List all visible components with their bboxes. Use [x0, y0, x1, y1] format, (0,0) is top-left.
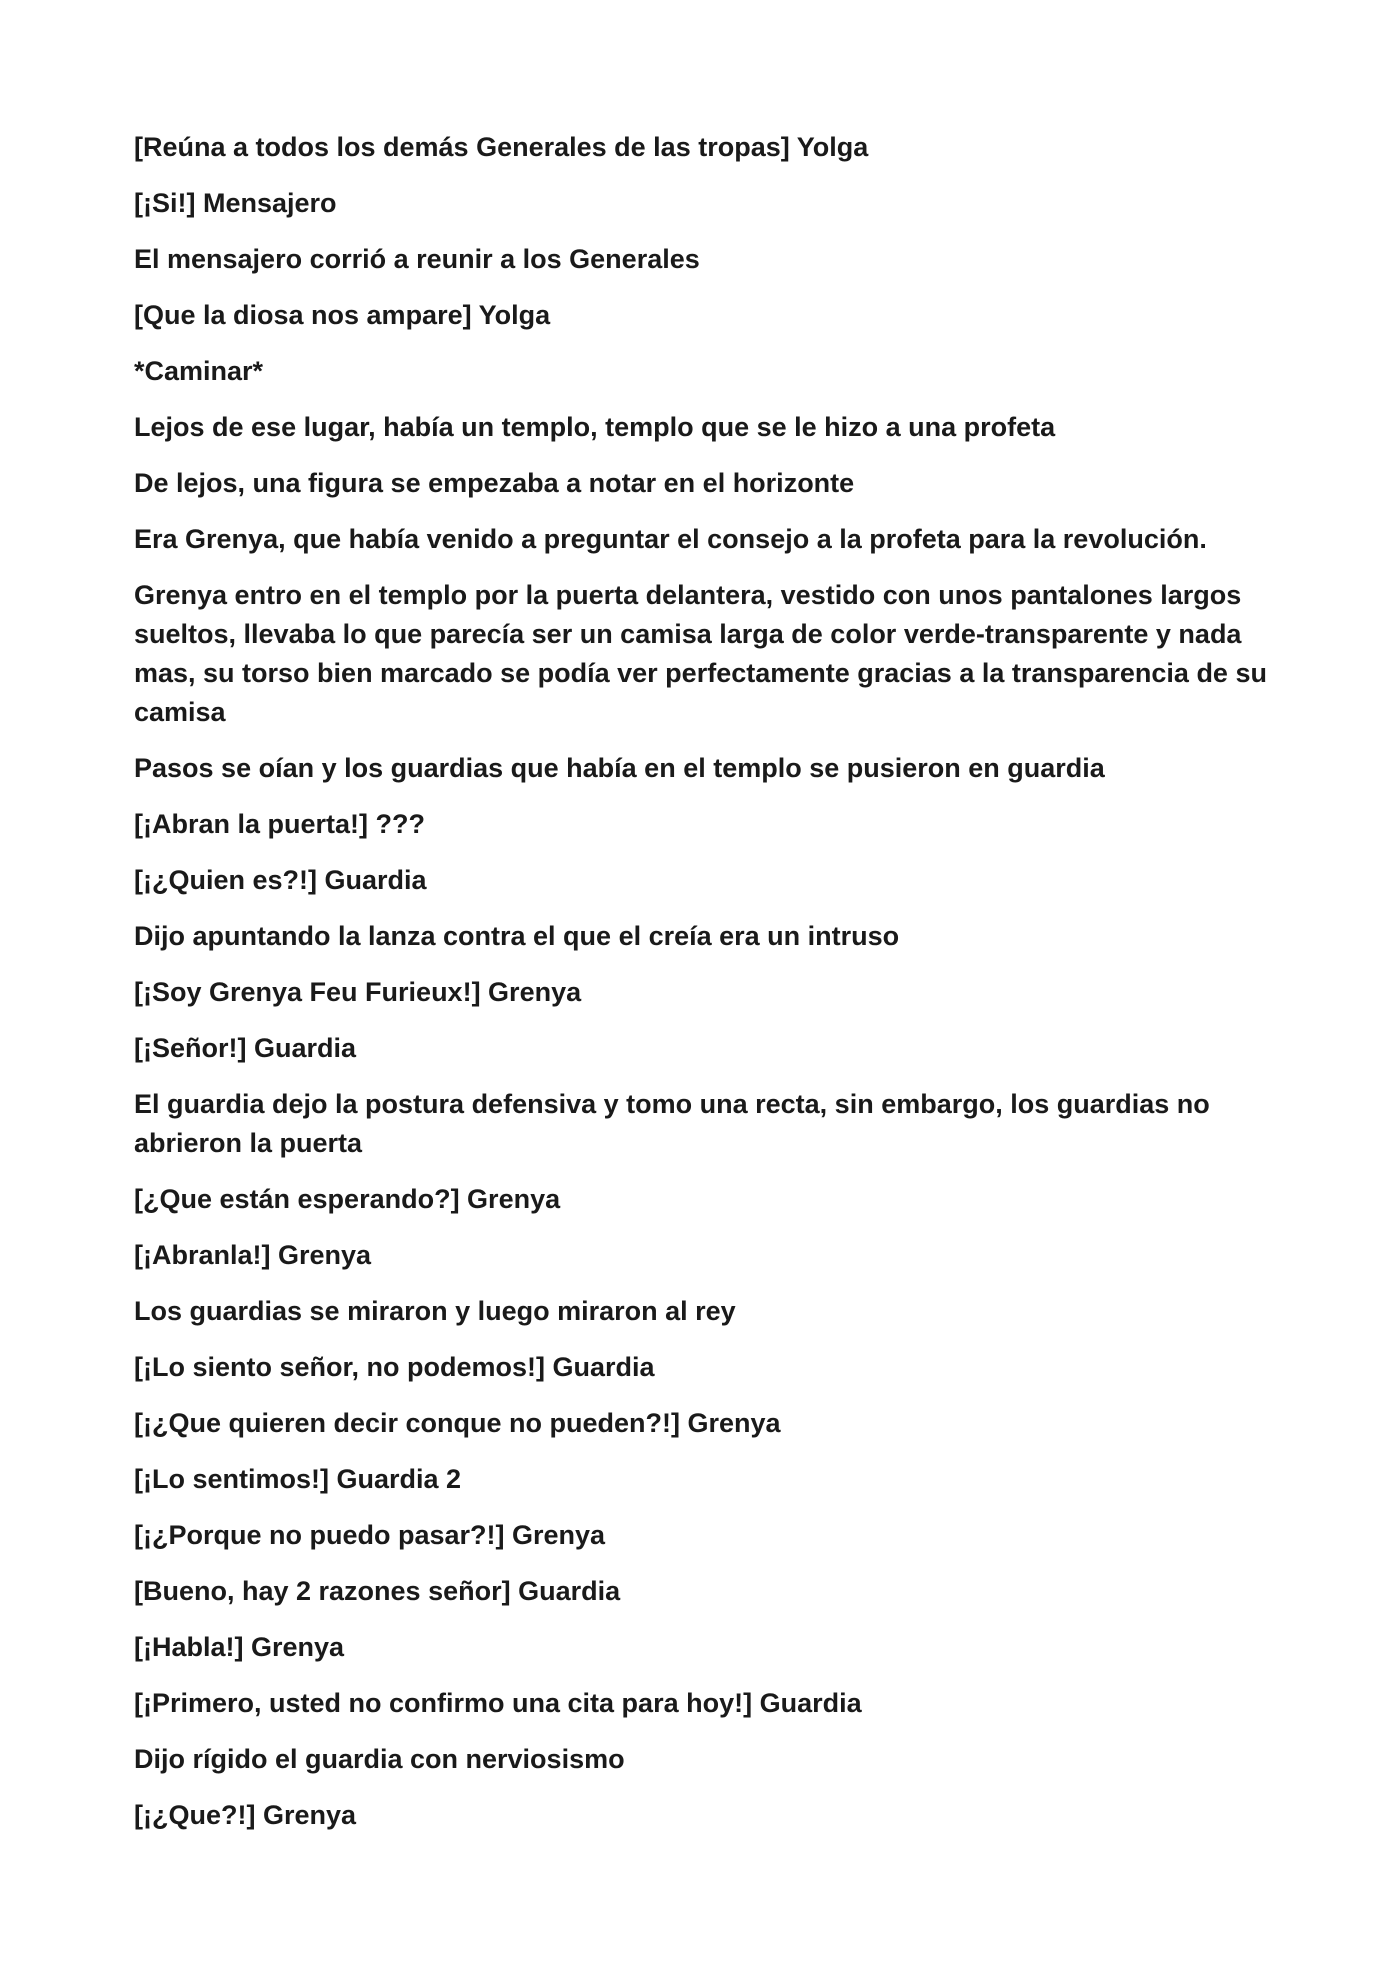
paragraph: [Que la diosa nos ampare] Yolga	[134, 300, 551, 330]
paragraph: Era Grenya, que había venido a preguntar el consejo a la profeta para la revolución.	[134, 524, 1207, 554]
paragraph: [¡Abran la puerta!] ???	[134, 809, 425, 839]
paragraph: [¡Habla!] Grenya	[134, 1632, 345, 1662]
paragraph: [¡Señor!] Guardia	[134, 1033, 357, 1063]
paragraph: [¡¿Porque no puedo pasar?!] Grenya	[134, 1520, 606, 1550]
paragraph: [Bueno, hay 2 razones señor] Guardia	[134, 1576, 621, 1606]
paragraph: [¡Soy Grenya Feu Furieux!] Grenya	[134, 977, 582, 1007]
paragraph: [¿Que están esperando?] Grenya	[134, 1184, 561, 1214]
paragraph: [¡Lo siento señor, no podemos!] Guardia	[134, 1352, 655, 1382]
paragraph: [¡Si!] Mensajero	[134, 188, 337, 218]
paragraph: Pasos se oían y los guardias que había en el templo se pusieron en guardia	[134, 753, 1105, 783]
paragraph: [Reúna a todos los demás Generales de las tropas] Yolga	[134, 132, 869, 162]
paragraph: El mensajero corrió a reunir a los Generales	[134, 244, 700, 274]
paragraph: [¡Primero, usted no confirmo una cita para hoy!] Guardia	[134, 1688, 862, 1718]
document-body	[134, 128, 1274, 1852]
paragraph: [¡Abranla!] Grenya	[134, 1240, 372, 1270]
paragraph: [¡Lo sentimos!] Guardia 2	[134, 1464, 462, 1494]
paragraph: Los guardias se miraron y luego miraron al rey	[134, 1296, 736, 1326]
paragraph: Grenya entro en el templo por la puerta delantera, vestido con unos pantalones largos sueltos, llevaba lo que parecía ser un camisa larga de color verde-transparente y nada mas, su torso bien marcado se podía ver perfectamente gracias a la transparencia de su camisa	[134, 580, 1267, 727]
paragraph: De lejos, una figura se empezaba a notar en el horizonte	[134, 468, 855, 498]
paragraph: El guardia dejo la postura defensiva y tomo una recta, sin embargo, los guardias no abrieron la puerta	[134, 1089, 1210, 1158]
paragraph: [¡¿Que?!] Grenya	[134, 1800, 357, 1830]
paragraph: [¡¿Que quieren decir conque no pueden?!] Grenya	[134, 1408, 781, 1438]
paragraph: Dijo apuntando la lanza contra el que el creía era un intruso	[134, 921, 900, 951]
paragraph: *Caminar*	[134, 356, 264, 386]
paragraph: [¡¿Quien es?!] Guardia	[134, 865, 427, 895]
paragraph: Lejos de ese lugar, había un templo, templo que se le hizo a una profeta	[134, 412, 1056, 442]
paragraph: Dijo rígido el guardia con nerviosismo	[134, 1744, 625, 1774]
